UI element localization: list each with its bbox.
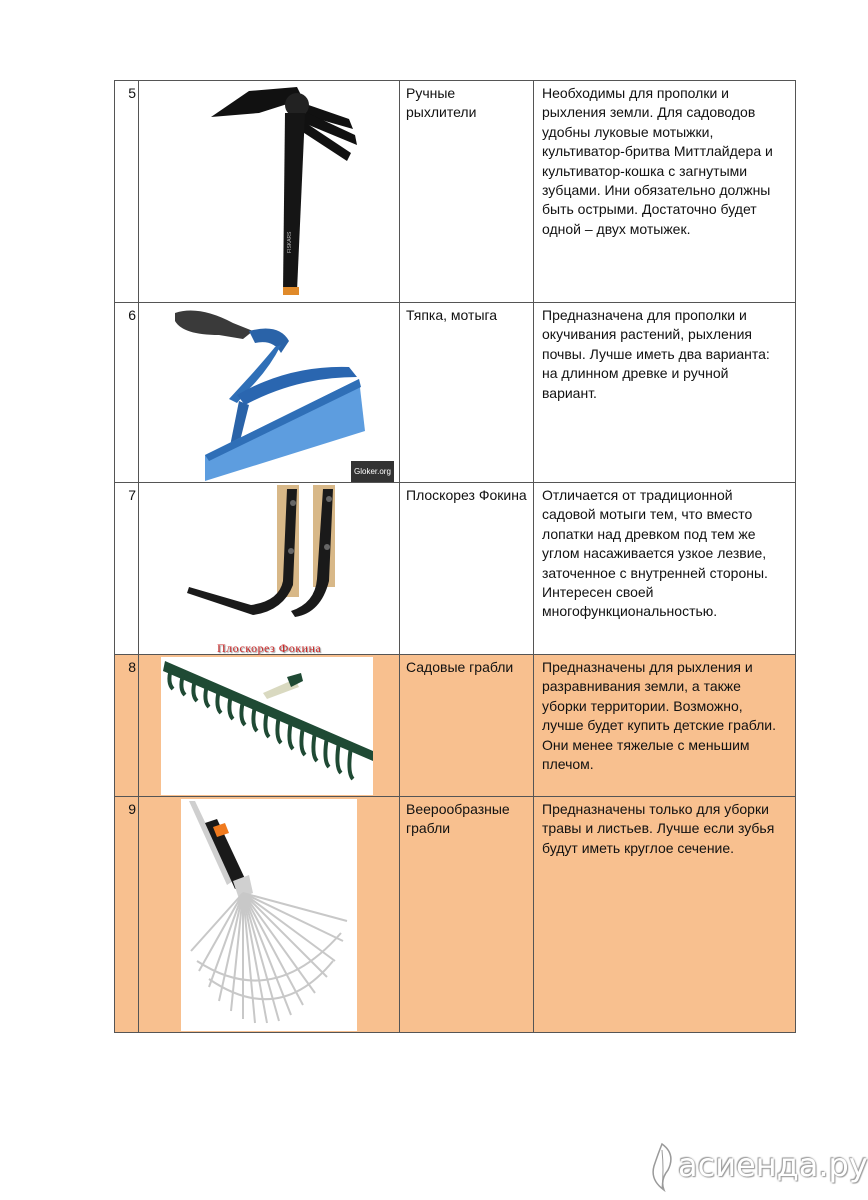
leaf-icon (646, 1140, 680, 1192)
image-caption: Плоскорез Фокина (217, 641, 322, 655)
tool-name: Веерообразные грабли (400, 797, 534, 1033)
watermark-text: асиенда.ру (678, 1146, 868, 1184)
tool-description: Отличается от традиционной садовой мотыги тем, что вместо лопатки над древком под тем же углом насаживается узкое лезвие, заточенное с внутренней стороны. Интересен своей многофункциональностью. (534, 483, 796, 655)
row-number: 7 (115, 483, 139, 655)
fan-rake-image (183, 801, 355, 1029)
tool-image-cell (139, 303, 400, 483)
flat-cutter-image (183, 485, 363, 639)
garden-rake-image (163, 659, 373, 793)
tool-image-cell (139, 483, 400, 655)
hoe-image (169, 305, 379, 481)
tools-table (114, 80, 796, 1033)
tool-image-cell (139, 797, 400, 1033)
tool-description: Предназначены только для уборки травы и листьев. Лучше если зубья будут иметь круглое сечение. (534, 797, 796, 1033)
table-row (115, 797, 796, 1033)
hand-cultivator-image (179, 83, 359, 299)
table-row (115, 483, 796, 655)
tool-name: Тяпка, мотыга (400, 303, 534, 483)
brand-label: FISKARS (287, 231, 293, 253)
tool-description: Предназначена для прополки и окучивания растений, рыхления почвы. Лучше иметь два варианта: на длинном древке и ручной вариант. (534, 303, 796, 483)
tool-description: Необходимы для прополки и рыхления земли. Для садоводов удобны луковые мотыжки, культиватор-бритва Миттлайдера и культиватор-кошка с загнутыми зубцами. Ини обязательно должны быть острыми. Достаточно будет одной – двух мотыжек. (534, 81, 796, 303)
site-logo (646, 1140, 868, 1192)
tool-name: Ручные рыхлители (400, 81, 534, 303)
tool-name: Садовые грабли (400, 655, 534, 797)
image-watermark: Gloker.org (351, 461, 394, 482)
row-number: 8 (115, 655, 139, 797)
row-number: 6 (115, 303, 139, 483)
tool-image-cell (139, 81, 400, 303)
table-row (115, 81, 796, 303)
table-row (115, 303, 796, 483)
row-number: 5 (115, 81, 139, 303)
tool-name: Плоскорез Фокина (400, 483, 534, 655)
tool-image-cell (139, 655, 400, 797)
tool-description: Предназначены для рыхления и разравнивания земли, а также уборки территории. Возможно, лучше будет купить детские грабли. Они менее тяжелые с меньшим плечом. (534, 655, 796, 797)
row-number: 9 (115, 797, 139, 1033)
table-row (115, 655, 796, 797)
